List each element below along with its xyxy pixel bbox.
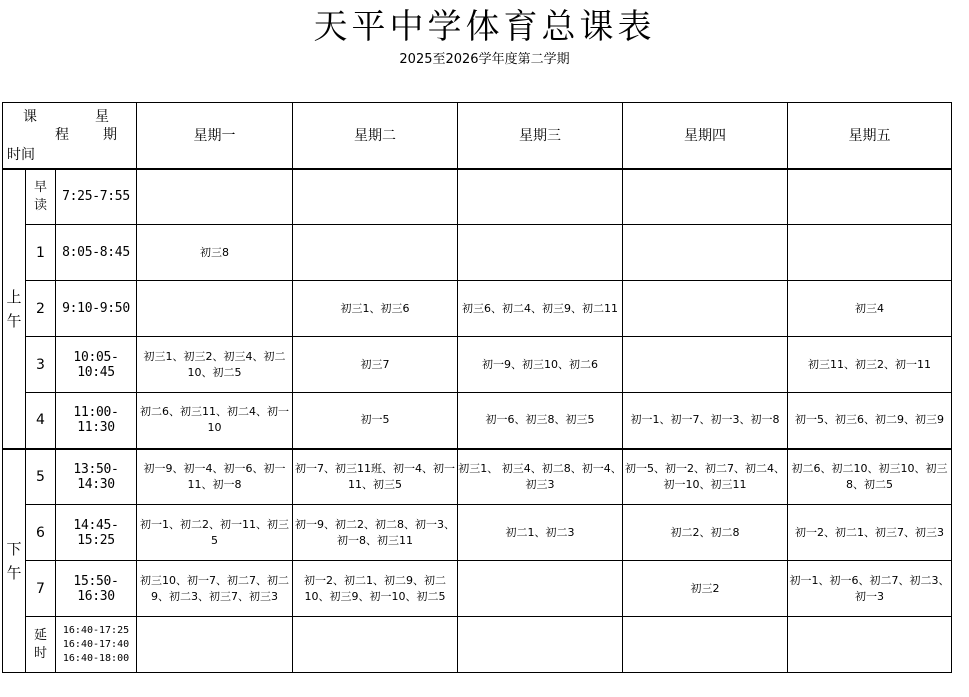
class-cell-wed: 初三1、 初三4、初二8、初一4、初三3 (458, 449, 623, 505)
class-cell-mon: 初三1、初三2、初三4、初二10、初二5 (137, 337, 293, 393)
class-cell-mon (137, 617, 293, 673)
class-cell-thu: 初一5、初一2、初二7、初二4、初一10、初三11 (623, 449, 788, 505)
class-cell-wed (458, 617, 623, 673)
corner-cheng: 程 (55, 127, 69, 144)
day-header-thu: 星期四 (623, 103, 788, 169)
period-label: 5 (26, 449, 56, 505)
class-cell-mon: 初三10、初一7、初二7、初二9、初二3、初三7、初三3 (137, 561, 293, 617)
class-cell-mon: 初一9、初一4、初一6、初一11、初一8 (137, 449, 293, 505)
section-label-afternoon: 下 午 (3, 449, 26, 673)
class-cell-mon: 初一1、初二2、初一11、初三5 (137, 505, 293, 561)
corner-shijian: 时间 (7, 147, 35, 164)
table-row (3, 281, 952, 337)
class-cell-wed: 初一6、初三8、初三5 (458, 393, 623, 449)
period-label: 6 (26, 505, 56, 561)
period-time: 11:00-11:30 (56, 393, 137, 449)
page-title: 天平中学体育总课表 (313, 7, 656, 47)
class-cell-tue: 初一5 (293, 393, 458, 449)
day-header-mon: 星期一 (137, 103, 293, 169)
schedule-table (2, 102, 952, 673)
class-cell-thu (623, 225, 788, 281)
period-label: 早 读 (26, 169, 56, 225)
class-cell-tue (293, 169, 458, 225)
class-cell-mon (137, 281, 293, 337)
period-time: 16:40-17:25 16:40-17:40 16:40-18:00 (56, 617, 137, 673)
corner-qi: 期 (103, 127, 117, 144)
class-cell-mon: 初二6、初三11、初二4、初一10 (137, 393, 293, 449)
class-cell-fri: 初一2、初二1、初三7、初三3 (788, 505, 952, 561)
class-cell-fri: 初三4 (788, 281, 952, 337)
morning-section (3, 169, 952, 449)
class-cell-fri: 初一1、初一6、初二7、初二3、初一3 (788, 561, 952, 617)
table-row (3, 337, 952, 393)
class-cell-tue: 初三1、初三6 (293, 281, 458, 337)
class-cell-tue: 初一9、初二2、初二8、初一3、初一8、初三11 (293, 505, 458, 561)
corner-ke: 课 (23, 109, 37, 126)
period-label: 2 (26, 281, 56, 337)
class-cell-wed: 初二1、初二3 (458, 505, 623, 561)
table-row (3, 169, 952, 225)
class-cell-tue: 初一2、初二1、初二9、初二10、初三9、初一10、初二5 (293, 561, 458, 617)
day-header-fri: 星期五 (788, 103, 952, 169)
header-row (3, 103, 952, 169)
class-cell-thu: 初三2 (623, 561, 788, 617)
table-row (3, 561, 952, 617)
day-header-wed: 星期三 (458, 103, 623, 169)
period-label: 延 时 (26, 617, 56, 673)
class-cell-thu (623, 617, 788, 673)
day-header-tue: 星期二 (293, 103, 458, 169)
class-cell-tue: 初一7、初三11班、初一4、初一11、初三5 (293, 449, 458, 505)
class-cell-thu (623, 337, 788, 393)
class-cell-mon (137, 169, 293, 225)
class-cell-fri (788, 169, 952, 225)
period-label: 3 (26, 337, 56, 393)
period-time: 7:25-7:55 (56, 169, 137, 225)
table-row (3, 505, 952, 561)
class-cell-tue (293, 617, 458, 673)
class-cell-fri: 初一5、初三6、初二9、初三9 (788, 393, 952, 449)
class-cell-thu: 初一1、初一7、初一3、初一8 (623, 393, 788, 449)
period-time: 13:50-14:30 (56, 449, 137, 505)
afternoon-section (3, 449, 952, 673)
page-subtitle: 2025至2026学年度第二学期 (399, 52, 570, 67)
class-cell-fri: 初三11、初三2、初一11 (788, 337, 952, 393)
class-cell-fri (788, 225, 952, 281)
period-label: 4 (26, 393, 56, 449)
class-cell-wed (458, 225, 623, 281)
table-row (3, 617, 952, 673)
class-cell-tue (293, 225, 458, 281)
table-row (3, 393, 952, 449)
class-cell-thu (623, 281, 788, 337)
class-cell-wed: 初三6、初二4、初三9、初二11 (458, 281, 623, 337)
class-cell-fri (788, 617, 952, 673)
class-cell-mon: 初三8 (137, 225, 293, 281)
class-cell-wed: 初一9、初三10、初二6 (458, 337, 623, 393)
period-time: 15:50-16:30 (56, 561, 137, 617)
table-row (3, 225, 952, 281)
period-time: 10:05-10:45 (56, 337, 137, 393)
table-row (3, 449, 952, 505)
period-time: 8:05-8:45 (56, 225, 137, 281)
class-cell-wed (458, 561, 623, 617)
class-cell-tue: 初三7 (293, 337, 458, 393)
class-cell-fri: 初二6、初二10、初三10、初三8、初二5 (788, 449, 952, 505)
period-label: 1 (26, 225, 56, 281)
period-time: 9:10-9:50 (56, 281, 137, 337)
corner-xing: 星 (95, 109, 109, 126)
class-cell-thu (623, 169, 788, 225)
class-cell-thu: 初二2、初二8 (623, 505, 788, 561)
period-time: 14:45-15:25 (56, 505, 137, 561)
corner-header (3, 103, 137, 169)
period-label: 7 (26, 561, 56, 617)
section-label-morning: 上 午 (3, 169, 26, 449)
class-cell-wed (458, 169, 623, 225)
